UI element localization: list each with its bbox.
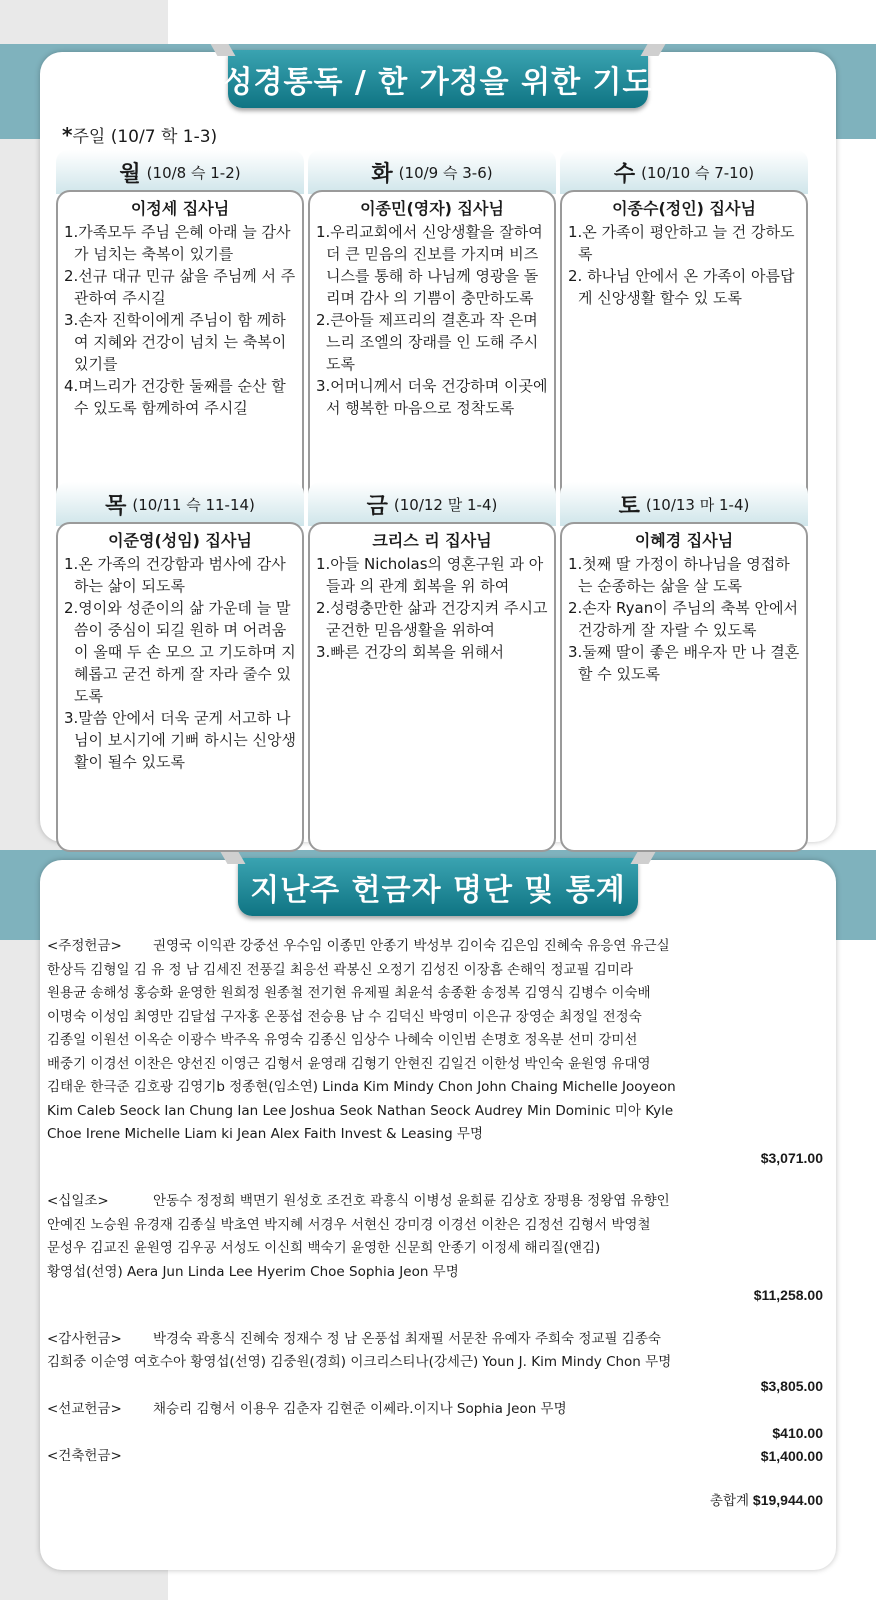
donor-line bbox=[47, 982, 823, 1006]
day-header bbox=[560, 150, 808, 194]
building-label: <건축헌금> bbox=[47, 1448, 122, 1464]
tithe-section bbox=[47, 935, 823, 1170]
prayer-item: 1.가족모두 주님 은혜 아래 늘 감사가 넘치는 축복이 있기를 bbox=[64, 223, 291, 263]
total-amount: $19,944.00 bbox=[752, 1491, 823, 1508]
day-header bbox=[560, 482, 808, 526]
day-header bbox=[56, 482, 304, 526]
day-name: 화 bbox=[371, 161, 393, 187]
day-header bbox=[308, 150, 556, 194]
donor-names: 채승리 김형서 이용우 김춘자 김현준 이쎄라.이지나 Sophia Jeon 무명 bbox=[153, 1401, 567, 1417]
donor-line bbox=[47, 1351, 823, 1375]
deacon-name: 이종수(정인) 집사님 bbox=[612, 199, 756, 218]
donor-names: 문성우 김교진 윤원영 김우공 서성도 이신희 백숙기 윤영한 신문희 안종기 이정세 해리질(앤김) bbox=[47, 1240, 601, 1256]
category-label: <선교헌금> bbox=[47, 1401, 122, 1417]
section-amount: $11,258.00 bbox=[753, 1287, 823, 1303]
prayer-item: 3.빠른 건강의 회복을 위해서 bbox=[316, 643, 505, 661]
donor-line bbox=[47, 1328, 823, 1352]
day-reading-ref: (10/9 슥 3-6) bbox=[398, 163, 493, 182]
deacon-name: 이혜경 집사님 bbox=[634, 531, 734, 550]
sunday-reading bbox=[62, 122, 217, 147]
day-prayer-box bbox=[308, 522, 556, 852]
donor-line bbox=[47, 1006, 823, 1030]
day-prayer-box bbox=[56, 190, 304, 518]
day-name: 토 bbox=[618, 493, 640, 519]
donor-line bbox=[47, 1053, 823, 1077]
donor-names: 김태운 한극준 김호광 김영기b 정종현(임소연) Linda Kim Mindy Chon John Chaing Michelle Jooyeon bbox=[47, 1079, 676, 1095]
prayer-item: 2.선규 대규 민규 삶을 주님께 서 주관하여 주시길 bbox=[64, 267, 296, 307]
donor-line bbox=[47, 1029, 823, 1053]
prayer-item: 4.며느리가 건강한 둘째를 순산 할 수 있도록 함께하여 주시길 bbox=[64, 377, 286, 417]
prayer-item: 3.말씀 안에서 더욱 굳게 서고하 나님이 보시기에 기뻐 하시는 신앙생활이 될수 있도록 bbox=[64, 709, 296, 771]
sunday-label: 주일 bbox=[72, 127, 106, 147]
donor-line bbox=[47, 1190, 823, 1214]
donor-line bbox=[47, 1261, 823, 1285]
prayer-item: 1.아들 Nicholas의 영혼구원 과 아들과 의 관계 회복을 위 하여 bbox=[316, 555, 544, 595]
prayer-item: 3.어머니께서 더욱 건강하며 이곳에서 행복한 마음으로 정착도록 bbox=[316, 377, 548, 417]
prayer-item: 1.우리교회에서 신앙생활을 잘하여 더 큰 믿음의 진보를 가지며 비즈니스를 통해 하 나님께 영광을 돌리며 감사 의 기쁨이 충만하도록 bbox=[316, 223, 543, 307]
prayer-item: 2.영이와 성준이의 삶 가운데 늘 말씀이 중심이 되길 원하 며 어려움이 올때 두 손 모으 고 기도하며 지혜롭고 굳건 하게 잘 자라 줄수 있도록 bbox=[64, 599, 296, 705]
donor-names: 배중기 이경선 이찬은 양선진 이영근 김형서 윤영래 김형기 안현진 김일건 이한성 박인숙 윤원영 유대영 bbox=[47, 1055, 651, 1072]
donor-names: Choe Irene Michelle Liam ki Jean Alex Faith Invest & Leasing 무명 bbox=[47, 1126, 484, 1142]
deacon-name: 이정세 집사님 bbox=[130, 199, 230, 218]
offering-title: 지난주 헌금자 명단 및 통계 bbox=[238, 858, 638, 916]
donor-names: 김종일 이원선 이옥순 이광수 박주옥 유영숙 김종신 임상수 나혜숙 이인범 손명호 정옥분 선미 강미선 bbox=[47, 1032, 638, 1048]
category-label: <주정헌금> bbox=[47, 938, 122, 954]
day-header bbox=[56, 150, 304, 194]
donor-names: 황영섭(선영) Aera Jun Linda Lee Hyerim Choe Sophia Jeon 무명 bbox=[47, 1263, 459, 1280]
donor-names: 권영국 이익관 강중선 우수임 이종민 안종기 박성부 김이숙 김은임 진혜숙 유응연 유근실 bbox=[153, 938, 670, 954]
day-name: 월 bbox=[119, 161, 141, 187]
donor-names: 이명숙 이성임 최영만 김달섭 구자홍 온풍섭 전승용 남 수 김덕신 박영미 이은규 장영순 최정일 전정숙 bbox=[47, 1008, 642, 1025]
prayer-item: 2.큰아들 제프리의 결혼과 작 은며느리 조엘의 장래를 인 도해 주시도록 bbox=[316, 311, 539, 373]
donor-line bbox=[47, 1076, 823, 1100]
prayer-item: 1.첫째 딸 가정이 하나님을 영접하는 순종하는 삶을 살 도록 bbox=[568, 555, 790, 595]
deacon-name: 이종민(영자) 집사님 bbox=[360, 199, 504, 218]
day-header bbox=[308, 482, 556, 526]
donor-names: 안동수 정정희 백면기 원성호 조건호 곽흥식 이병성 윤희륜 김상호 장평용 정왕엽 유향인 bbox=[153, 1193, 670, 1209]
donor-names: 김희중 이순영 여호수아 황영섭(선영) 김중원(경희) 이크리스티나(강세근) Youn J. Kim Mindy Chon 무명 bbox=[47, 1354, 672, 1370]
day-prayer-box bbox=[560, 522, 808, 852]
section-amount: $410.00 bbox=[772, 1424, 823, 1441]
day-prayer-box bbox=[560, 190, 808, 518]
star-mark: * bbox=[62, 123, 73, 147]
prayer-item: 1.온 가족의 건강함과 범사에 감사하는 삶이 되도록 bbox=[64, 555, 286, 595]
day-reading-ref: (10/10 슥 7-10) bbox=[641, 163, 755, 182]
donor-names: Kim Caleb Seock Ian Chung Ian Lee Joshua Seok Nathan Seock Audrey Min Dominic 미아 Kyle bbox=[47, 1102, 674, 1119]
mission-section bbox=[47, 1398, 823, 1445]
donor-names: 박경숙 곽흥식 진혜숙 정재수 정 남 온풍섭 최재필 서문찬 유예자 주희숙 정교필 김종숙 bbox=[153, 1330, 661, 1347]
building-amount: $1,400.00 bbox=[760, 1448, 823, 1464]
prayer-item: 3.손자 진학이에게 주님이 함 께하여 지혜와 건강이 넘치 는 축복이 있기를 bbox=[64, 311, 287, 373]
prayer-item: 2.성령충만한 삶과 건강지켜 주시고 굳건한 믿음생활을 위하여 bbox=[316, 599, 548, 639]
day-reading-ref: (10/8 슥 1-2) bbox=[146, 163, 241, 182]
deacon-name: 이준영(성임) 집사님 bbox=[108, 531, 252, 550]
day-reading-ref: (10/13 마 1-4) bbox=[645, 495, 750, 514]
prayer-title: 성경통독 / 한 가정을 위한 기도 bbox=[228, 50, 648, 108]
day-prayer-box bbox=[308, 190, 556, 518]
category-label: <감사헌금> bbox=[47, 1330, 122, 1347]
section-amount: $3,805.00 bbox=[760, 1377, 823, 1394]
day-name: 목 bbox=[105, 493, 127, 519]
donor-names: 원용균 송해성 홍승화 윤영한 원희정 원종철 전기현 유제필 최윤석 송종환 송정복 김영식 김병수 이숙배 bbox=[47, 985, 651, 1001]
prayer-item: 1.온 가족이 평안하고 늘 건 강하도록 bbox=[568, 223, 795, 263]
prayer-panel bbox=[40, 52, 836, 842]
total-label: 총합계 bbox=[709, 1492, 750, 1509]
donor-line bbox=[47, 959, 823, 983]
deacon-name: 크리스 리 집사님 bbox=[372, 531, 492, 550]
prayer-item: 3.둘째 딸이 좋은 배우자 만 나 결혼 할 수 있도록 bbox=[568, 643, 800, 683]
tenth-section bbox=[47, 1190, 823, 1308]
donor-line bbox=[47, 1398, 823, 1422]
day-name: 금 bbox=[366, 493, 388, 519]
prayer-item: 2.손자 Ryan이 주님의 축복 안에서 건강하게 잘 자랄 수 있도록 bbox=[568, 599, 798, 639]
thanks-section bbox=[47, 1328, 823, 1399]
donor-line bbox=[47, 1237, 823, 1261]
prayer-item: 2. 하나님 안에서 온 가족이 아름답게 신앙생활 할수 있 도록 bbox=[568, 267, 795, 307]
sunday-ref: (10/7 학 1-3) bbox=[110, 127, 218, 147]
day-prayer-box bbox=[56, 522, 304, 852]
donor-line bbox=[47, 1123, 823, 1147]
day-reading-ref: (10/11 슥 11-14) bbox=[132, 495, 255, 514]
day-name: 수 bbox=[613, 161, 636, 187]
donor-line bbox=[47, 935, 823, 959]
total-row bbox=[47, 1489, 823, 1514]
section-amount: $3,071.00 bbox=[760, 1149, 823, 1166]
day-reading-ref: (10/12 말 1-4) bbox=[393, 495, 498, 514]
donor-names: 안예진 노승원 유경재 김종실 박초연 박지혜 서경우 서현신 강미경 이경선 이찬은 김정선 김형서 박영철 bbox=[47, 1216, 651, 1233]
donor-names: 한상득 김형일 김 유 정 남 김세진 전풍길 최응선 곽봉신 오정기 김성진 이장흠 손해익 정교필 김미라 bbox=[47, 961, 634, 978]
building-row bbox=[47, 1445, 823, 1469]
donor-list bbox=[47, 935, 823, 1513]
category-label: <십일조> bbox=[47, 1193, 109, 1209]
donor-line bbox=[47, 1214, 823, 1238]
donor-line bbox=[47, 1100, 823, 1124]
